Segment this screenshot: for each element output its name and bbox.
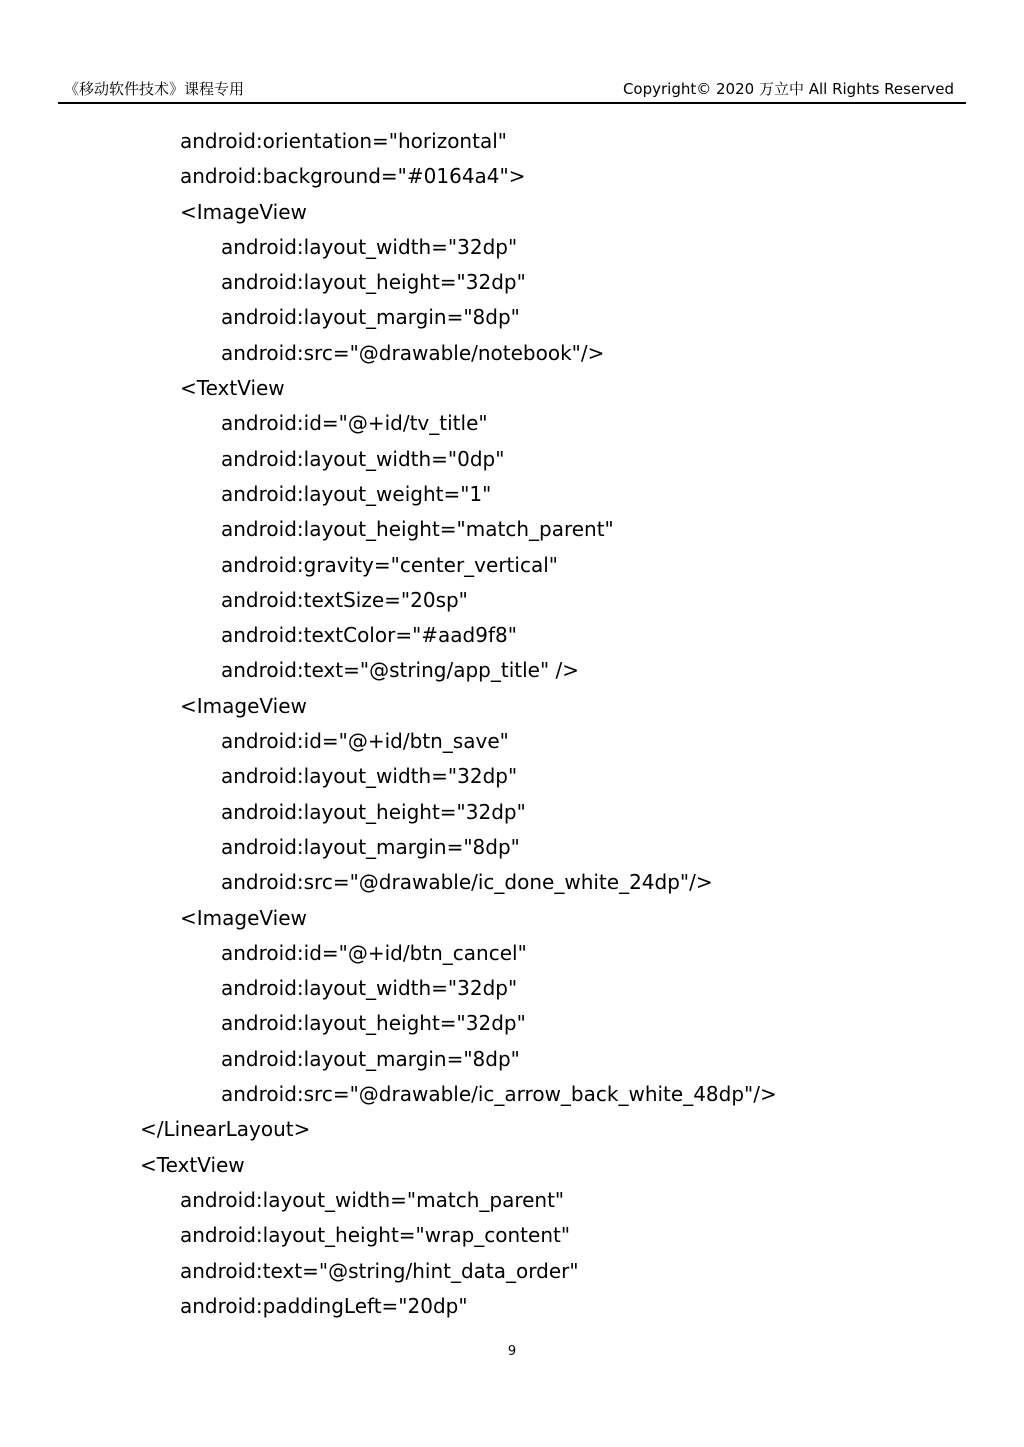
- course-title: 《移动软件技术》课程专用: [64, 80, 245, 98]
- page-number: 9: [507, 1344, 517, 1359]
- code-line: android:layout_height="32dp": [221, 270, 526, 295]
- code-line: android:text="@string/app_title" />: [221, 658, 580, 683]
- code-line: android:id="@+id/tv_title": [221, 411, 488, 436]
- code-line: android:layout_width="32dp": [221, 764, 518, 789]
- code-line: android:layout_margin="8dp": [221, 834, 520, 859]
- code-line: android:orientation="horizontal": [180, 129, 507, 153]
- code-line: android:gravity="center_vertical": [221, 552, 558, 577]
- code-line: </LinearLayout>: [140, 1117, 311, 1142]
- code-line: android:textColor="#aad9f8": [221, 623, 517, 648]
- code-line: android:layout_width="match_parent": [180, 1187, 565, 1212]
- code-line: android:textSize="20sp": [221, 587, 468, 612]
- code-line: android:paddingLeft="20dp": [180, 1293, 468, 1318]
- code-line: android:layout_width="32dp": [221, 976, 518, 1001]
- code-line: android:src="@drawable/ic_arrow_back_white_48dp"/>: [221, 1082, 777, 1107]
- code-listing: [0, 124, 1024, 1324]
- code-line: android:layout_height="match_parent": [221, 517, 614, 542]
- code-line: <TextView: [180, 376, 285, 401]
- code-line: android:layout_weight="1": [221, 481, 492, 506]
- code-line: android:layout_margin="8dp": [221, 1046, 520, 1071]
- code-line: android:text="@string/hint_data_order": [180, 1258, 579, 1283]
- code-line: <ImageView: [180, 199, 307, 224]
- page-header: [58, 74, 966, 104]
- code-line: android:layout_margin="8dp": [221, 305, 520, 330]
- code-line: android:src="@drawable/ic_done_white_24dp"/>: [221, 870, 713, 895]
- code-line: android:layout_width="0dp": [221, 446, 505, 471]
- code-line: android:layout_height="32dp": [221, 1011, 526, 1036]
- code-line: android:layout_width="32dp": [221, 234, 518, 259]
- copyright-notice: Copyright© 2020 万立中 All Rights Reserved: [622, 80, 954, 98]
- code-line: android:layout_height="32dp": [221, 799, 526, 824]
- code-line: <ImageView: [180, 693, 307, 718]
- code-line: android:id="@+id/btn_save": [221, 729, 509, 754]
- code-line: android:background="#0164a4">: [180, 164, 526, 189]
- code-line: <TextView: [140, 1152, 245, 1177]
- code-line: android:id="@+id/btn_cancel": [221, 940, 527, 965]
- code-line: <ImageView: [180, 905, 307, 930]
- code-line: android:layout_height="wrap_content": [180, 1223, 571, 1248]
- code-line: android:src="@drawable/notebook"/>: [221, 340, 605, 365]
